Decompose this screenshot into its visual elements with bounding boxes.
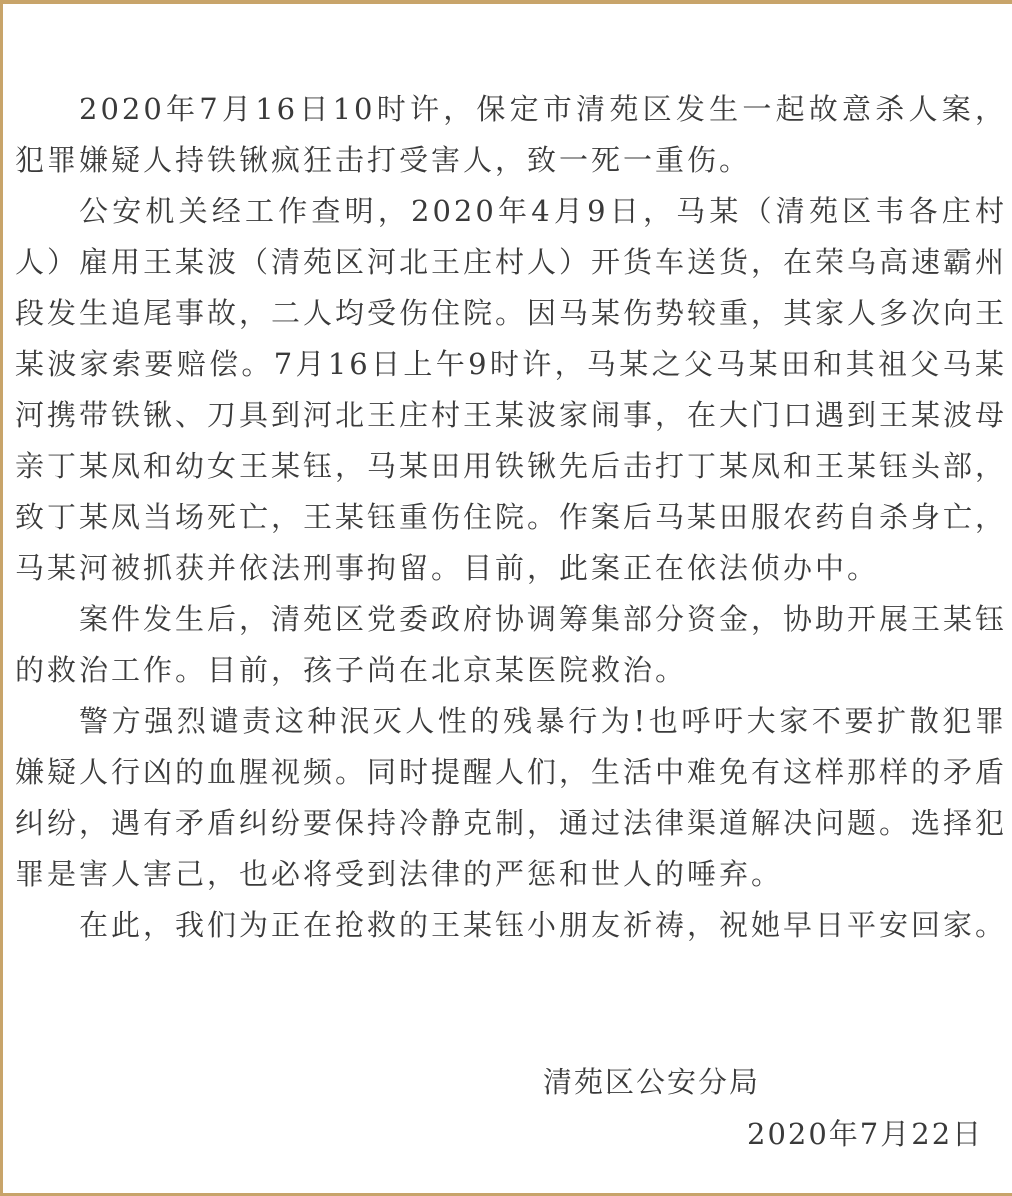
signature-date: 2020年7月22日 [747, 1117, 984, 1151]
document-body [15, 84, 1007, 951]
paragraph-aftermath: 案件发生后，清苑区党委政府协调筹集部分资金，协助开展王某钰的救治工作。目前，孩子尚在北京某医院救治。 [15, 602, 1008, 687]
paragraph-incident: 2020年7月16日10时许，保定市清苑区发生一起故意杀人案，犯罪嫌疑人持铁锹疯狂击打受害人，致一死一重伤。 [15, 92, 1007, 177]
paragraph-prayer: 在此，我们为正在抢救的王某钰小朋友祈祷，祝她早日平安回家。 [79, 908, 1008, 942]
signature-organization: 清苑区公安分局 [543, 1065, 761, 1099]
paragraph-appeal: 警方强烈谴责这种泯灭人性的残暴行为!也呼吁大家不要扩散犯罪嫌疑人行凶的血腥视频。同时提醒人们，生活中难免有这样那样的矛盾纠纷，遇有矛盾纠纷要保持冷静克制，通过法律渠道解决问题。选择犯罪是害人害己，也必将受到法律的严惩和世人的唾弃。 [15, 704, 1008, 891]
paragraph-investigation: 公安机关经工作查明，2020年4月9日，马某（清苑区韦各庄村人）雇用王某波（清苑区河北王庄村人）开货车送货，在荣乌高速霸州段发生追尾事故，二人均受伤住院。因马某伤势较重，其家人多次向王某波家索要赔偿。7月16日上午9时许，马某之父马某田和其祖父马某河携带铁锹、刀具到河北王庄村王某波家闹事，在大门口遇到王某波母亲丁某凤和幼女王某钰，马某田用铁锹先后击打丁某凤和王某钰头部，致丁某凤当场死亡，王某钰重伤住院。作案后马某田服农药自杀身亡，马某河被抓获并依法刑事拘留。目前，此案正在依法侦办中。 [15, 194, 1008, 585]
